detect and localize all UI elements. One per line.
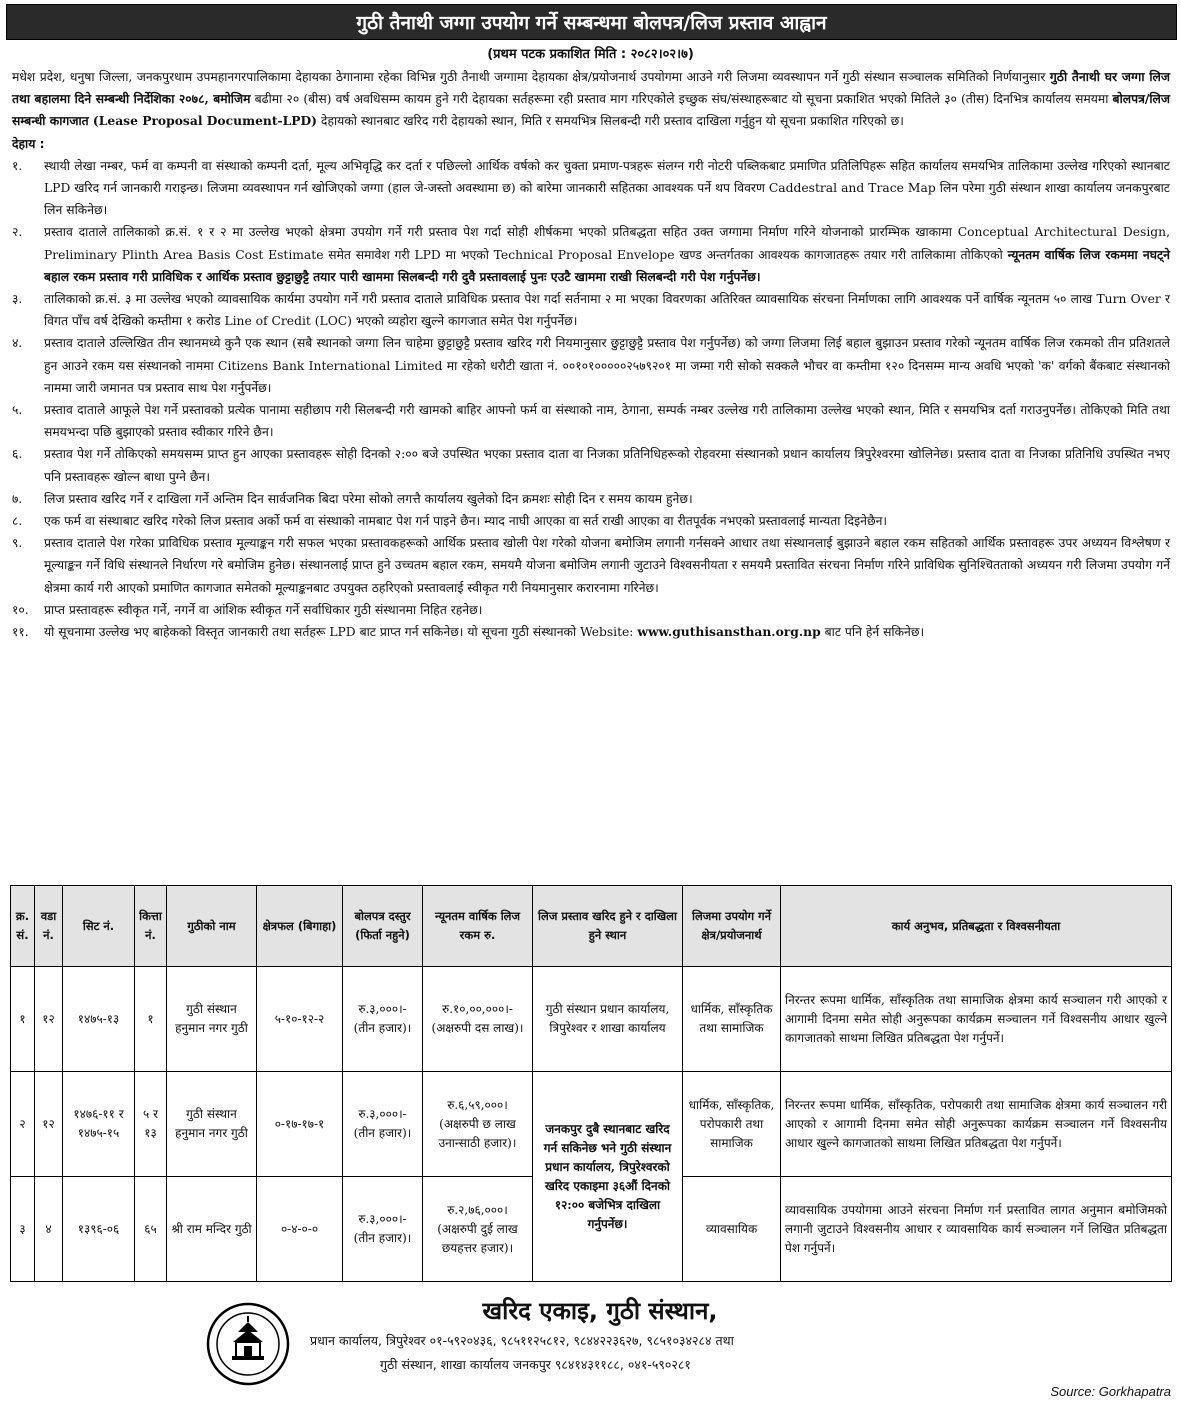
branch-office-contact: गुठी संस्थान, शाखा कार्यालय जनकपुर ९८४१४३११८८, ०४१-५९०२८१	[380, 1357, 691, 1372]
condition-item: १. स्थायी लेखा नम्बर, फर्म वा कम्पनी वा संस्थाको कम्पनी दर्ता, मूल्य अभिवृद्धि कर दर्ता र पछिल्लो आर्थिक वर्षको कर चुक्ता प्रमाण-पत्रहरू संलग्न गरी नोटरी पब्लिकबाट प्रमाणित प्रतिलिपिहरू सहित कार्यालय समयभित्र तालिकामा उल्लेख गरिएको स्थानबाट LPD खरिद गर्न जानकारी गराइन्छ। लिजमा व्यवस्थापन गर्न खोजिएको जग्गा (हाल जे-जस्तो अवस्थामा छ) को बारेमा जानकारी सहितका आवश्यक पर्ने थप विवरण Caddestral and Trace Map लिन परेमा गुठी संस्थान शाखा कार्यालय जनकपुरबाट लिन सकिनेछ।	[12, 158, 1170, 218]
col-header: बोलपत्र दस्तुर (फिर्ता नहुने)	[343, 886, 423, 967]
condition-item: ११. यो सूचनामा उल्लेख भए बाहेकको विस्तृत जानकारी तथा सर्तहरू LPD बाट प्राप्त गर्न सकिनेछ। यो सूचना गुठी संस्थानको Website: www.guthisansthan.org.np बाट पनि हेर्न सकिनेछ।	[12, 624, 925, 640]
condition-item: २. प्रस्ताव दाताले तालिकाको क्र.सं. १ र २ मा उल्लेख भएको क्षेत्रमा उपयोग गर्ने गरी प्रस्ताव पेश गर्दा सोही शीर्षकमा भएको प्रतिबद्धता सहित उक्त जग्गामा निर्माण गरिने योजनाको प्रारम्भिक खाकामा Conceptual Architectural Design, Preliminary Plinth Area Basis Cost Estimate समेत समावेश गरी LPD मा भएको Technical Proposal Envelope खण्ड अन्तर्गतका आवश्यक कागजातहरू तयार गरी तालिकामा तोकिएको न्यूनतम वार्षिक लिज रकममा नघट्ने बहाल रकम प्रस्ताव गरी प्राविधिक र आर्थिक प्रस्ताव छुट्टाछुट्टै तयार पारी खाममा सिलबन्दी गरी दुवै प्रस्तावलाई पुनः एउटै खाममा राखी सिलबन्दी गरी पेश गर्नुपर्नेछ।	[12, 225, 1170, 284]
land-lease-table	[10, 885, 1172, 1282]
col-header: सिट नं.	[63, 886, 135, 967]
table-row: १ १२ १४७५-१३ १ गुठी संस्थान हनुमान नगर गुठी ५-१०-१२-२ रु.३,०००।- (तीन हजार)। रु.१०,००,०००।- (अक्षरुपी दस लाख)। गुठी संस्थान प्रधान कार्यालय, त्रिपुरेश्वर र शाखा कार्यालय धार्मिक, साँस्कृतिक तथा सामाजिक निरन्तर रूपमा धार्मिक, साँस्कृतिक तथा सामाजिक क्षेत्रमा कार्य सञ्चालन गरी आएको र आगामी दिनमा समेत सोही अनुरूपका कार्यक्रम सञ्चालन गर्ने विश्वसनीय आधार खुल्ने कागजातको साथमा लिखित प्रतिबद्धता पेश गर्नुपर्ने।	[11, 967, 1172, 1072]
condition-item: ७. लिज प्रस्ताव खरिद गर्ने र दाखिला गर्ने अन्तिम दिन सार्वजनिक बिदा परेमा सोको लगत्तै कार्यालय खुलेको दिन क्रमशः सोही दिन र समय कायम हुनेछ।	[12, 491, 693, 506]
intro-text-3: देहायको स्थानबाट खरिद गरी देहायको स्थान, मिति र समयभित्र सिलबन्दी गरी प्रस्ताव दाखिला गर्नुहुन यो सूचना प्रकाशित गरिएको छ।	[320, 114, 904, 129]
publish-date: (प्रथम पटक प्रकाशित मिति : २०८२।०२।७)	[487, 47, 694, 62]
intro-bold-1: गुठी तैनाथी घर जग्गा लिज तथा बहालमा दिने सम्बन्धी निर्देशिका २०७८, बमोजिम	[12, 69, 1170, 107]
table-row: २ १२ १४७६-११ र १४७५-१५ ५ र १३ गुठी संस्थान हनुमान नगर गुठी ०-१७-१७-१ रु.३,०००।- (तीन हजार)। रु.६,५९,०००। (अक्षरुपी छ लाख उनान्साठी हजार)। जनकपुर दुबै स्थानबाट खरिद गर्न सकिनेछ भने गुठी संस्थान प्रधान कार्यालय, त्रिपुरेश्वरको खरिद एकाइमा ३६औं दिनको १२:०० बजेभित्र दाखिला गर्नुपर्नेछ। धार्मिक, साँस्कृतिक, परोपकारी तथा सामाजिक निरन्तर रूपमा धार्मिक, साँस्कृतिक, परोपकारी तथा सामाजिक क्षेत्रमा कार्य सञ्चालन गरी आएको र आगामी दिनमा समेत सोही अनुरूपका कार्यक्रम सञ्चालन गर्ने विश्वसनीय आधार खुल्ने कागजातको साथमा लिखित प्रतिबद्धता पेश गर्नुपर्ने।	[11, 1072, 1172, 1177]
table-row: ३ ४ १३९६-०६ ६५ श्री राम मन्दिर गुठी ०-४-०-० रु.३,०००।- (तीन हजार)। रु.२,७६,०००। (अक्षरुपी दुई लाख छयहत्तर हजार)। व्यावसायिक व्यावसायिक उपयोगमा आउने संरचना निर्माण गर्न प्रस्तावित लागत अनुमान बमोजिमको लगानी जुटाउने विश्वसनीय आधार र व्यावसायिक कार्य सञ्चालन गर्ने लिखित प्रतिबद्धता पेश गर्नुपर्ने।	[11, 1177, 1172, 1282]
col-header: न्यूनतम वार्षिक लिज रकम रु.	[423, 886, 533, 967]
condition-item: ३. तालिकाको क्र.सं. ३ मा उल्लेख भएको व्यावसायिक कार्यमा उपयोग गर्ने गरी प्रस्ताव दाताले प्राविधिक प्रस्ताव पेश गर्दा सर्तनामा २ मा भएका विवरणका अतिरिक्त व्यावसायिक संरचना निर्माणका लागि आवश्यक पर्ने वार्षिक न्यूनतम ५० लाख Turn Over र विगत पाँच वर्ष देखिको कम्तीमा १ करोड Line of Credit (LOC) भएको व्यहोरा खुल्ने कागजात समेत पेश गर्नुपर्नेछ।	[12, 292, 1170, 329]
col-header: लिज प्रस्ताव खरिद हुने र दाखिला हुने स्थान	[533, 886, 683, 967]
col-header: वडा नं.	[35, 886, 63, 967]
col-header: गुठीको नाम	[167, 886, 257, 967]
intro-text-1: मधेश प्रदेश, धनुषा जिल्ला, जनकपुरधाम उपमहानगरपालिकामा देहायका ठेगानामा रहेका विभिन्न गुठी तैनाथी जग्गामा देहायका क्षेत्र/प्रयोजनार्थ उपयोगमा आउने गरी लिजमा व्यवस्थापन गर्ने गुठी संस्थान सञ्चालक समितिको निर्णयानुसार	[12, 70, 1046, 84]
condition-item: १०. प्राप्त प्रस्तावहरू स्वीकृत गर्ने, नगर्ने वा आंशिक स्वीकृत गर्ने सर्वाधिकार गुठी संस्थानमा निहित रहनेछ।	[12, 602, 483, 617]
condition-item: ९. प्रस्ताव दाताले पेश गरेका प्राविधिक प्रस्ताव मूल्याङ्कन गरी सफल भएका प्रस्तावकहरूको आर्थिक प्रस्ताव खोली पेश गरेको योजना बमोजिम लगानी गर्नसक्ने आधार तथा संस्थानलाई बुझाउने बहाल रकम सहितको आर्थिक प्रस्तावहरू उपर अध्ययन विश्लेषण र मूल्याङ्कन गर्ने विधि संस्थानले निर्धारण गरे बमोजिम हुनेछ। संस्थानलाई प्राप्त हुने उच्चतम बहाल रकम, समयमै योजना बमोजिम लगानी जुटाउने विश्वसनीयता र समयमै प्रस्तावित संरचना निर्माण गरिने प्राविधिक सुनिश्चितताको अध्ययन गरी लिजमा उपयोग गर्ने क्षेत्रमा कार्य गरी आएको प्रमाणित कागजात समेतको मूल्याङ्कनबाट उपयुक्त ठहरिएको प्रस्तावलाई स्वीकृत गरी नियमानुसार करारनामा गरिनेछ।	[12, 536, 1170, 595]
col-header: क्षेत्रफल (बिगाहा)	[257, 886, 343, 967]
condition-item: ४. प्रस्ताव दाताले उल्लिखित तीन स्थानमध्ये कुनै एक स्थान (सबै स्थानको जग्गा लिन चाहेमा छुट्टाछुट्टै प्रस्ताव खरिद गरी नियमानुसार छुट्टाछुट्टै प्रस्ताव पेश गर्नुपर्नेछ) को जग्गा लिजमा लिई बहाल बुझाउन प्रस्ताव गरेको न्यूनतम वार्षिक लिज रकमको तीन प्रतिशतले हुन आउने रकम यस संस्थानको नाममा Citizens Bank International Limited मा रहेको धरौटी खाता नं. ००१०१०००००२५७९२०१ मा जम्मा गरी सोको सक्कलै भौचर वा कम्तीमा १२० दिनसम्म मान्य अवधि भएको 'क' वर्गको बैंकबाट संस्थानको नाममा जारी जमानत पत्र प्रस्ताव साथ पेश गर्नुपर्नेछ।	[12, 336, 1170, 395]
intro-bold-2: बोलपत्र/लिज सम्बन्धी कागजात (Lease Proposal Document-LPD)	[12, 91, 1171, 129]
website-link[interactable]: www.guthisansthan.org.np	[637, 624, 821, 640]
footer	[0, 1294, 1181, 1405]
condition-item: ६. प्रस्ताव पेश गर्ने तोकिएको समयसम्म प्राप्त हुन आएका प्रस्तावहरू सोही दिनको २:०० बजे उपस्थित भएका प्रस्ताव दाता वा निजका प्रतिनिधिहरूको रोहवरमा संस्थानको प्रधान कार्यालय त्रिपुरेश्वरमा खोलिनेछ। प्रस्ताव दाता वा निजका प्रतिनिधि उपस्थित नभए पनि प्रस्तावहरू खोल्न बाधा पुग्ने छैन।	[12, 447, 1170, 484]
col-header: कित्ता नं.	[135, 886, 167, 967]
condition-item: ८. एक फर्म वा संस्थाबाट खरिद गरेको लिज प्रस्ताव अर्को फर्म वा संस्थाको नामबाट पेश गर्न पाइने छैन। म्याद नाघी आएका वा सर्त राखी आएका वा रीतपूर्वक नभएको प्रस्तावलाई मान्यता दिइनेछैन।	[12, 514, 888, 529]
procurement-unit-name: खरिद एकाइ, गुठी संस्थान,	[482, 1297, 718, 1325]
conditions-heading: देहाय :	[12, 136, 45, 151]
head-office-contact: प्रधान कार्यालय, त्रिपुरेश्वर ०१-५९२०४३६, ९८५११२५८१२, ९८४४२२३६२७, ९८५१०३४२८४ तथा	[310, 1333, 734, 1348]
source-credit: Source: Gorkhapatra	[1050, 1384, 1171, 1399]
intro-text-2: बढीमा २० (बीस) वर्ष अवधिसम्म कायम हुने गरी देहायका सर्तहरूमा रही प्रस्ताव माग गरिएकोले इच्छुक संघ/संस्थाहरूबाट यो सूचना प्रकाशित भएको मितिले ३० (तीस) दिनभित्र कार्यालय समयमा	[254, 92, 1109, 107]
col-header: क्र. सं.	[11, 886, 35, 967]
purchase-place-top: गुठी संस्थान प्रधान कार्यालय, त्रिपुरेश्वर र शाखा कार्यालय	[533, 967, 683, 1072]
col-header: कार्य अनुभव, प्रतिबद्धता र विश्वसनीयता	[781, 886, 1172, 967]
intro-paragraph	[12, 66, 1170, 133]
notice-body	[12, 66, 1170, 643]
notice-title: गुठी तैनाथी जग्गा उपयोग गर्ने सम्बन्धमा बोलपत्र/लिज प्रस्ताव आह्वान	[6, 4, 1177, 40]
condition-item: ५. प्रस्ताव दाताले आफूले पेश गर्ने प्रस्तावको प्रत्येक पानामा सहीछाप गरी सिलबन्दी गरी खामको बाहिर आफ्नो फर्म वा संस्थाको नाम, ठेगाना, सम्पर्क नम्बर उल्लेख गरी तालिकामा उल्लेख भएको स्थान, मिति र समयभित्र दर्ता गराउनुपर्नेछ। तोकिएको मिति तथा समयभन्दा पछि बुझाएको प्रस्ताव स्वीकार गरिने छैन।	[12, 403, 1170, 440]
guthi-sansthan-seal-icon	[206, 1302, 290, 1386]
purchase-place-bottom: जनकपुर दुबै स्थानबाट खरिद गर्न सकिनेछ भने गुठी संस्थान प्रधान कार्यालय, त्रिपुरेश्वरको खरिद एकाइमा ३६औं दिनको १२:०० बजेभित्र दाखिला गर्नुपर्नेछ।	[533, 1072, 683, 1282]
table-header-row	[11, 886, 1172, 967]
col-header: लिजमा उपयोग गर्ने क्षेत्र/प्रयोजनार्थ	[683, 886, 781, 967]
